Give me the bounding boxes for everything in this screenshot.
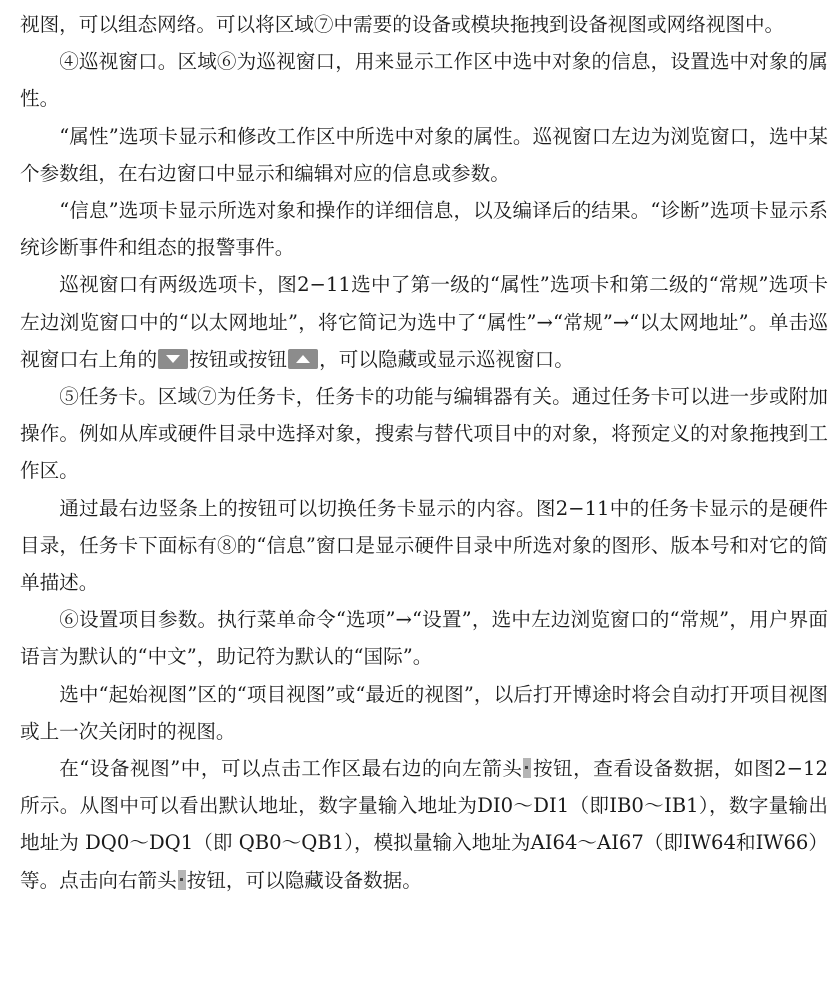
right-arrow-icon (178, 870, 186, 890)
paragraph-8-text: ⑥设置项目参数。执行菜单命令“选项”→“设置”，选中左边浏览窗口的“常规”，用户界面语言为默认的“中文”，助记符为默认的“国际”。 (20, 608, 828, 669)
triangle-down-icon (158, 349, 188, 369)
paragraph-6-text: ⑤任务卡。区域⑦为任务卡，任务卡的功能与编辑器有关。通过任务卡可以进一步或附加操作。例如从库或硬件目录中选择对象，搜索与替代项目中的对象，将预定义的对象拖拽到工作区。 (20, 385, 828, 483)
paragraph-10-text-a: 在“设备视图”中，可以点击工作区最右边的向左箭头 (59, 757, 523, 781)
paragraph-9 (20, 676, 828, 750)
paragraph-10-text-b: 按钮，查看设备数据，如图2−12所示。从图中可以看出默认地址，数字量输入地址为DI0～DI1（即IB0～IB1），数字量输出地址为 DQ0～DQ1（即 QB0～QB1），模拟量输入地址为AI64～AI67（即IW64和IW66）等。点击向右箭头 (20, 757, 828, 892)
paragraph-1-text: 视图，可以组态网络。可以将区域⑦中需要的设备或模块拖拽到设备视图或网络视图中。 (20, 13, 785, 36)
paragraph-3 (20, 118, 828, 192)
paragraph-5-text-c: ，可以隐藏或显示巡视窗口。 (319, 347, 574, 371)
paragraph-2-text: ④巡视窗口。区域⑥为巡视窗口，用来显示工作区中选中对象的信息，设置选中对象的属性。 (20, 50, 828, 111)
paragraph-5-text-a: 巡视窗口有两级选项卡，图2−11选中了第一级的“属性”选项卡和第二级的“常规”选项卡左边浏览窗口中的“以太网地址”，将它简记为选中了“属性”→“常规”→“以太网地址”。单击巡视窗口右上角的 (20, 273, 828, 371)
paragraph-3-text: “属性”选项卡显示和修改工作区中所选中对象的属性。巡视窗口左边为浏览窗口，选中某个参数组，在右边窗口中显示和编辑对应的信息或参数。 (20, 124, 828, 185)
paragraph-10 (20, 750, 828, 899)
paragraph-7 (20, 490, 828, 602)
paragraph-9-text: 选中“起始视图”区的“项目视图”或“最近的视图”，以后打开博途时将会自动打开项目视图或上一次关闭时的视图。 (20, 682, 828, 743)
paragraph-10-text-c: 按钮，可以隐藏设备数据。 (186, 868, 422, 892)
paragraph-8 (20, 601, 828, 675)
paragraph-7-text: 通过最右边竖条上的按钮可以切换任务卡显示的内容。图2−11中的任务卡显示的是硬件目录，任务卡下面标有⑧的“信息”窗口是显示硬件目录中所选对象的图形、版本号和对它的简单描述。 (20, 496, 828, 595)
paragraph-1 (20, 6, 828, 43)
paragraph-4 (20, 192, 828, 266)
paragraph-4-text: “信息”选项卡显示所选对象和操作的详细信息，以及编译后的结果。“诊断”选项卡显示系统诊断事件和组态的报警事件。 (20, 199, 828, 260)
paragraph-5 (20, 266, 828, 378)
paragraph-2 (20, 43, 828, 117)
triangle-up-icon (288, 349, 318, 369)
left-arrow-icon (523, 758, 531, 778)
paragraph-6 (20, 378, 828, 490)
paragraph-5-text-b: 按钮或按钮 (189, 347, 288, 371)
